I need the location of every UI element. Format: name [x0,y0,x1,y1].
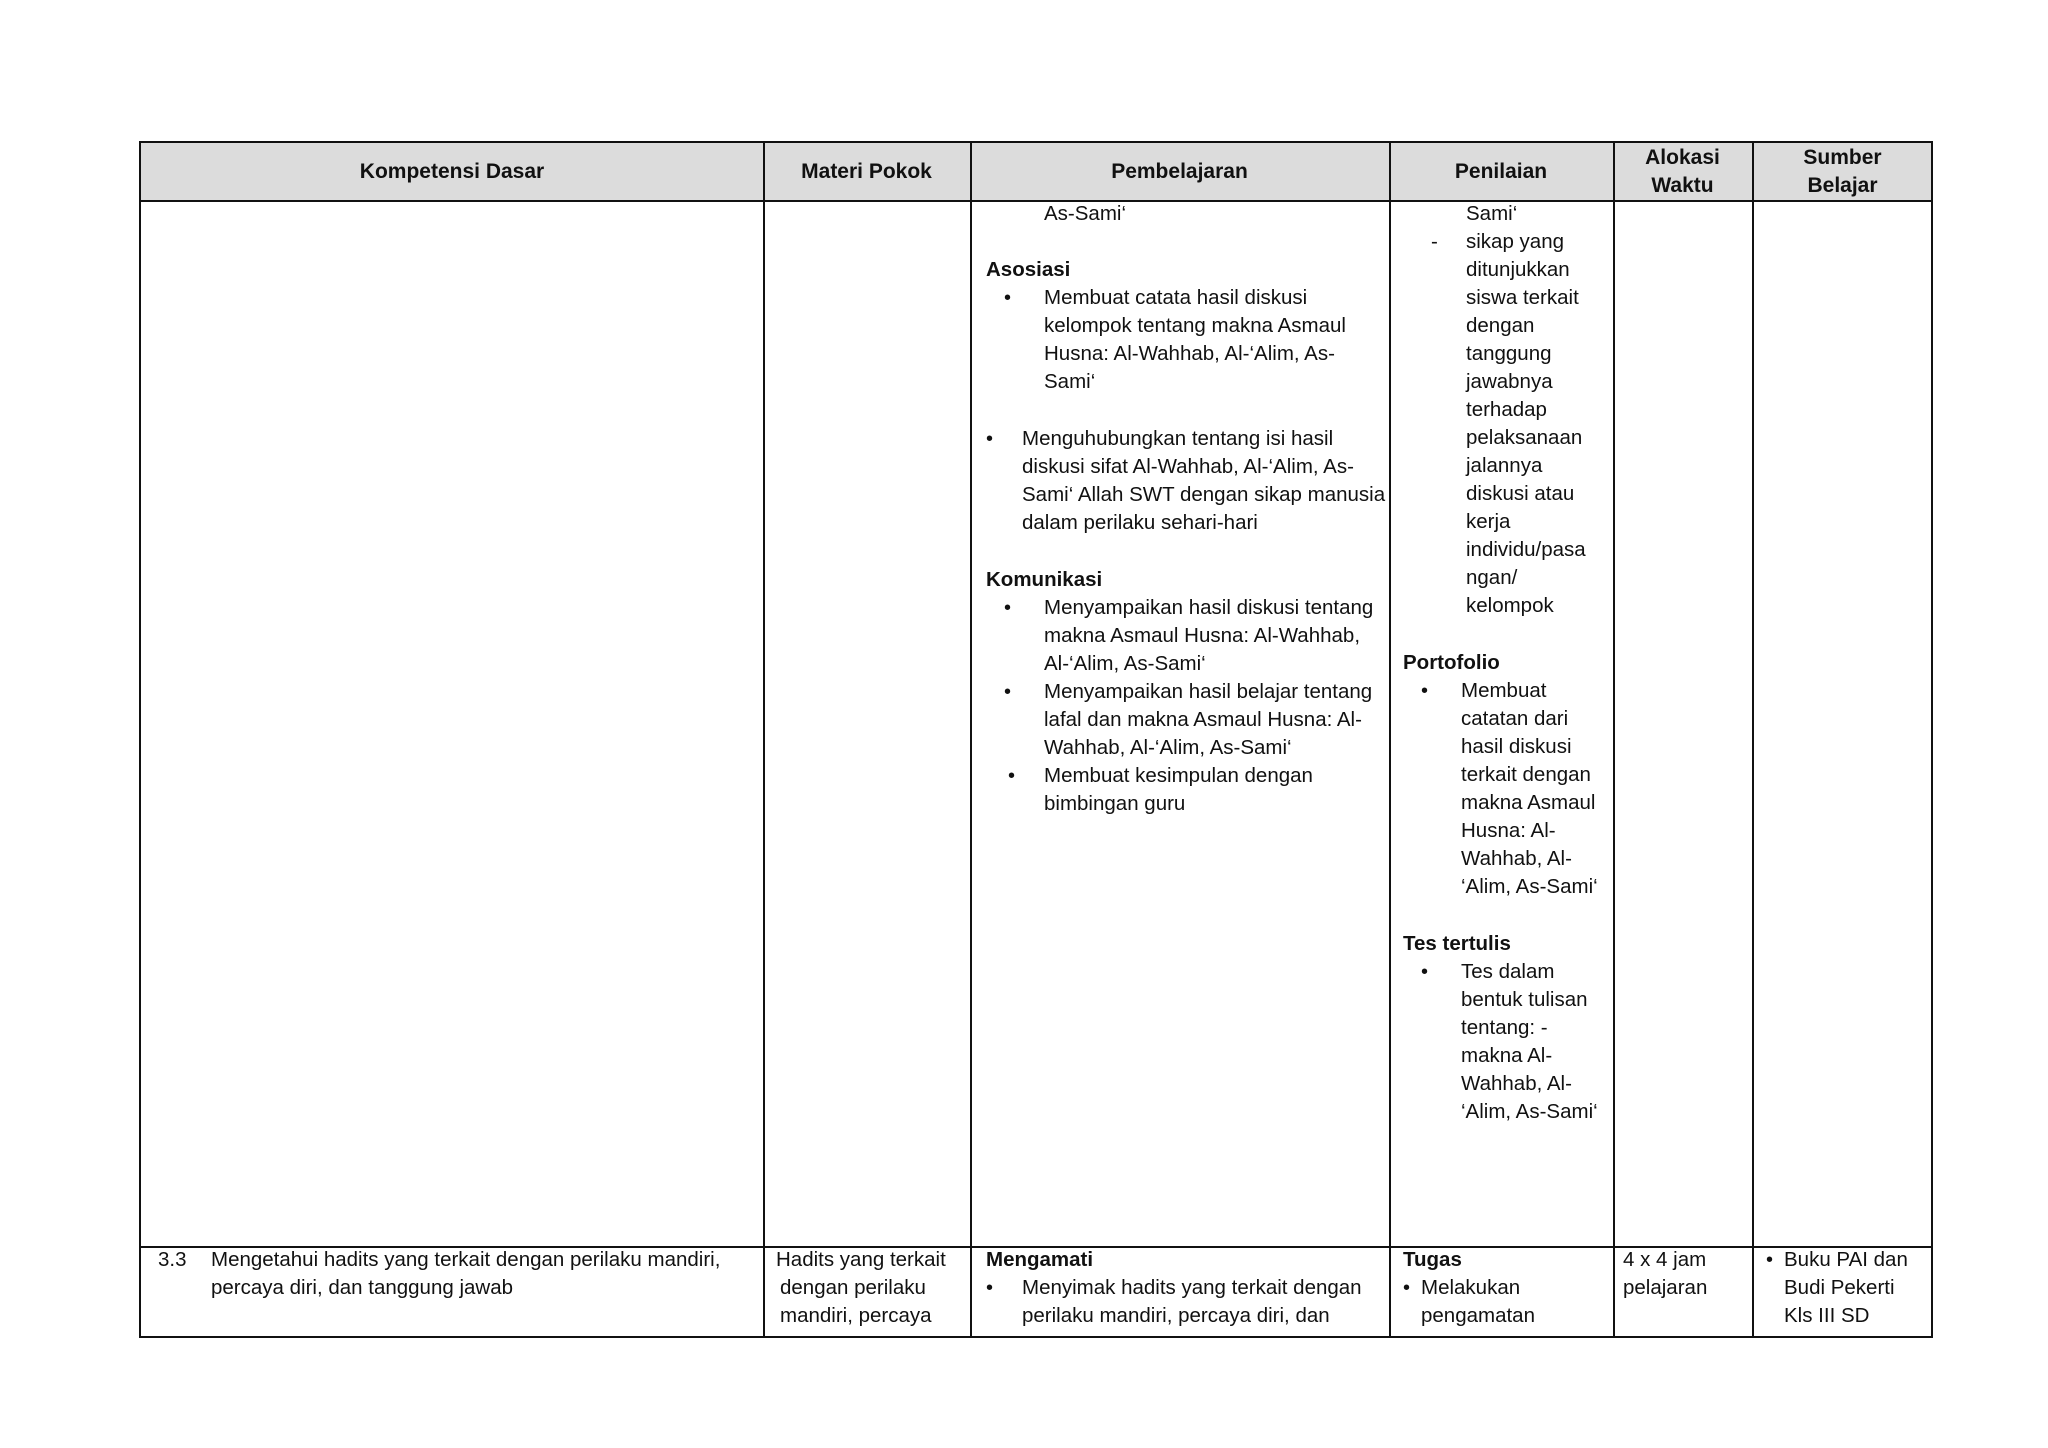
sikap-l1: sikap yang [1466,230,1565,253]
bullet-icon: • [1766,1249,1774,1271]
sikap-l7: terhadap [1466,398,1547,421]
header-kompetensi-dasar: Kompetensi Dasar [359,159,545,183]
column-divider [1389,143,1391,1336]
portofolio-l3: hasil diskusi [1461,735,1572,758]
bullet-icon: • [986,1277,994,1299]
header-sumber-line2: Belajar [1807,173,1878,197]
asosiasi-b1-l2: kelompok tentang makna Asmaul [1044,314,1346,337]
header-sumber-belajar [1752,143,1933,200]
kd-text-l2: percaya diri, dan tanggung jawab [211,1276,514,1299]
komunikasi-b1-l2: makna Asmaul Husna: Al-Wahhab, [1044,624,1361,647]
materi-l2: dengan perilaku [780,1276,926,1299]
kd-text-l1: Mengetahui hadits yang terkait dengan perilaku mandiri, [211,1248,721,1271]
sikap-l4: dengan [1466,314,1535,337]
bullet-icon: • [986,428,994,450]
column-divider [1613,143,1615,1336]
header-alokasi-line1: Alokasi [1645,145,1720,169]
header-materi-pokok: Materi Pokok [801,159,932,183]
tugas-l2: pengamatan [1421,1304,1535,1327]
mengamati-heading: Mengamati [986,1248,1094,1271]
asosiasi-heading: Asosiasi [986,258,1071,281]
sikap-l3: siswa terkait [1466,286,1579,309]
header-alokasi-line2: Waktu [1651,173,1714,197]
sikap-l13: ngan/ [1466,566,1518,589]
alokasi-l1: 4 x 4 jam [1623,1248,1707,1271]
asosiasi-b1-l1: Membuat catata hasil diskusi [1044,286,1308,309]
tes-l3: tentang: - [1461,1016,1548,1039]
portofolio-l7: Wahhab, Al- [1461,847,1572,870]
sumber-l2: Budi Pekerti [1784,1276,1895,1299]
tes-l4: makna Al- [1461,1044,1553,1067]
asosiasi-b1-l3: Husna: Al-Wahhab, Al-‘Alim, As- [1044,342,1335,365]
tes-l6: ‘Alim, As-Sami‘ [1461,1100,1598,1123]
komunikasi-b3-l2: bimbingan guru [1044,792,1186,815]
penilaian-top-line: Sami‘ [1466,202,1518,225]
bullet-icon: • [1004,681,1012,703]
dash-marker: - [1431,230,1438,253]
header-divider [141,200,1931,202]
mengamati-b1-l1: Menyimak hadits yang terkait dengan [1022,1276,1362,1299]
komunikasi-heading: Komunikasi [986,568,1103,591]
portofolio-l5: makna Asmaul [1461,791,1596,814]
header-sumber-line1: Sumber [1803,145,1882,169]
sikap-l12: individu/pasa [1466,538,1586,561]
tugas-l1: Melakukan [1421,1276,1521,1299]
column-divider [1752,143,1754,1336]
header-alokasi-waktu [1613,143,1752,200]
komunikasi-b2-l3: Wahhab, Al-‘Alim, As-Sami‘ [1044,736,1292,759]
sumber-l1: Buku PAI dan [1784,1248,1908,1271]
sikap-l11: kerja [1466,510,1511,533]
kd-number: 3.3 [158,1248,187,1271]
bullet-icon: • [1004,287,1012,309]
portofolio-heading: Portofolio [1403,651,1500,674]
bullet-icon: • [1403,1277,1411,1299]
asosiasi-b1-l4: Sami‘ [1044,370,1096,393]
komunikasi-b1-l1: Menyampaikan hasil diskusi tentang [1044,596,1374,619]
portofolio-l4: terkait dengan [1461,763,1591,786]
sikap-l8: pelaksanaan [1466,426,1583,449]
portofolio-l2: catatan dari [1461,707,1569,730]
sikap-l6: jawabnya [1466,370,1553,393]
asosiasi-b2-l2: diskusi sifat Al-Wahhab, Al-‘Alim, As- [1022,455,1354,478]
sikap-l2: ditunjukkan [1466,258,1570,281]
bullet-icon: • [1008,765,1016,787]
komunikasi-b2-l2: lafal dan makna Asmaul Husna: Al- [1044,708,1362,731]
header-pembelajaran: Pembelajaran [1111,159,1248,183]
portofolio-l6: Husna: Al- [1461,819,1556,842]
asosiasi-b2-l4: dalam perilaku sehari-hari [1022,511,1258,534]
portofolio-l8: ‘Alim, As-Sami‘ [1461,875,1598,898]
tes-tertulis-heading: Tes tertulis [1403,932,1511,955]
bullet-icon: • [1421,961,1429,983]
komunikasi-b1-l3: Al-‘Alim, As-Sami‘ [1044,652,1206,675]
materi-l3: mandiri, percaya [780,1304,932,1327]
sumber-l3: Kls III SD [1784,1304,1870,1327]
bullet-icon: • [1421,680,1429,702]
sikap-l14: kelompok [1466,594,1554,617]
asosiasi-b2-l3: Sami‘ Allah SWT dengan sikap manusia [1022,483,1386,506]
header-penilaian: Penilaian [1454,159,1548,183]
silabus-table [139,141,1933,1338]
komunikasi-b2-l1: Menyampaikan hasil belajar tentang [1044,680,1373,703]
sikap-l5: tanggung [1466,342,1552,365]
bullet-icon: • [1004,597,1012,619]
column-divider [970,143,972,1336]
tes-l2: bentuk tulisan [1461,988,1588,1011]
sikap-l10: diskusi atau [1466,482,1575,505]
materi-l1: Hadits yang terkait [776,1248,946,1271]
sikap-l9: jalannya [1466,454,1543,477]
tugas-heading: Tugas [1403,1248,1462,1271]
pembelajaran-top-line: As-Sami‘ [1044,202,1127,225]
alokasi-l2: pelajaran [1623,1276,1708,1299]
mengamati-b1-l2: perilaku mandiri, percaya diri, dan [1022,1304,1330,1327]
column-divider [763,143,765,1336]
tes-l5: Wahhab, Al- [1461,1072,1572,1095]
komunikasi-b3-l1: Membuat kesimpulan dengan [1044,764,1313,787]
asosiasi-b2-l1: Menguhubungkan tentang isi hasil [1022,427,1334,450]
tes-l1: Tes dalam [1461,960,1555,983]
portofolio-l1: Membuat [1461,679,1547,702]
